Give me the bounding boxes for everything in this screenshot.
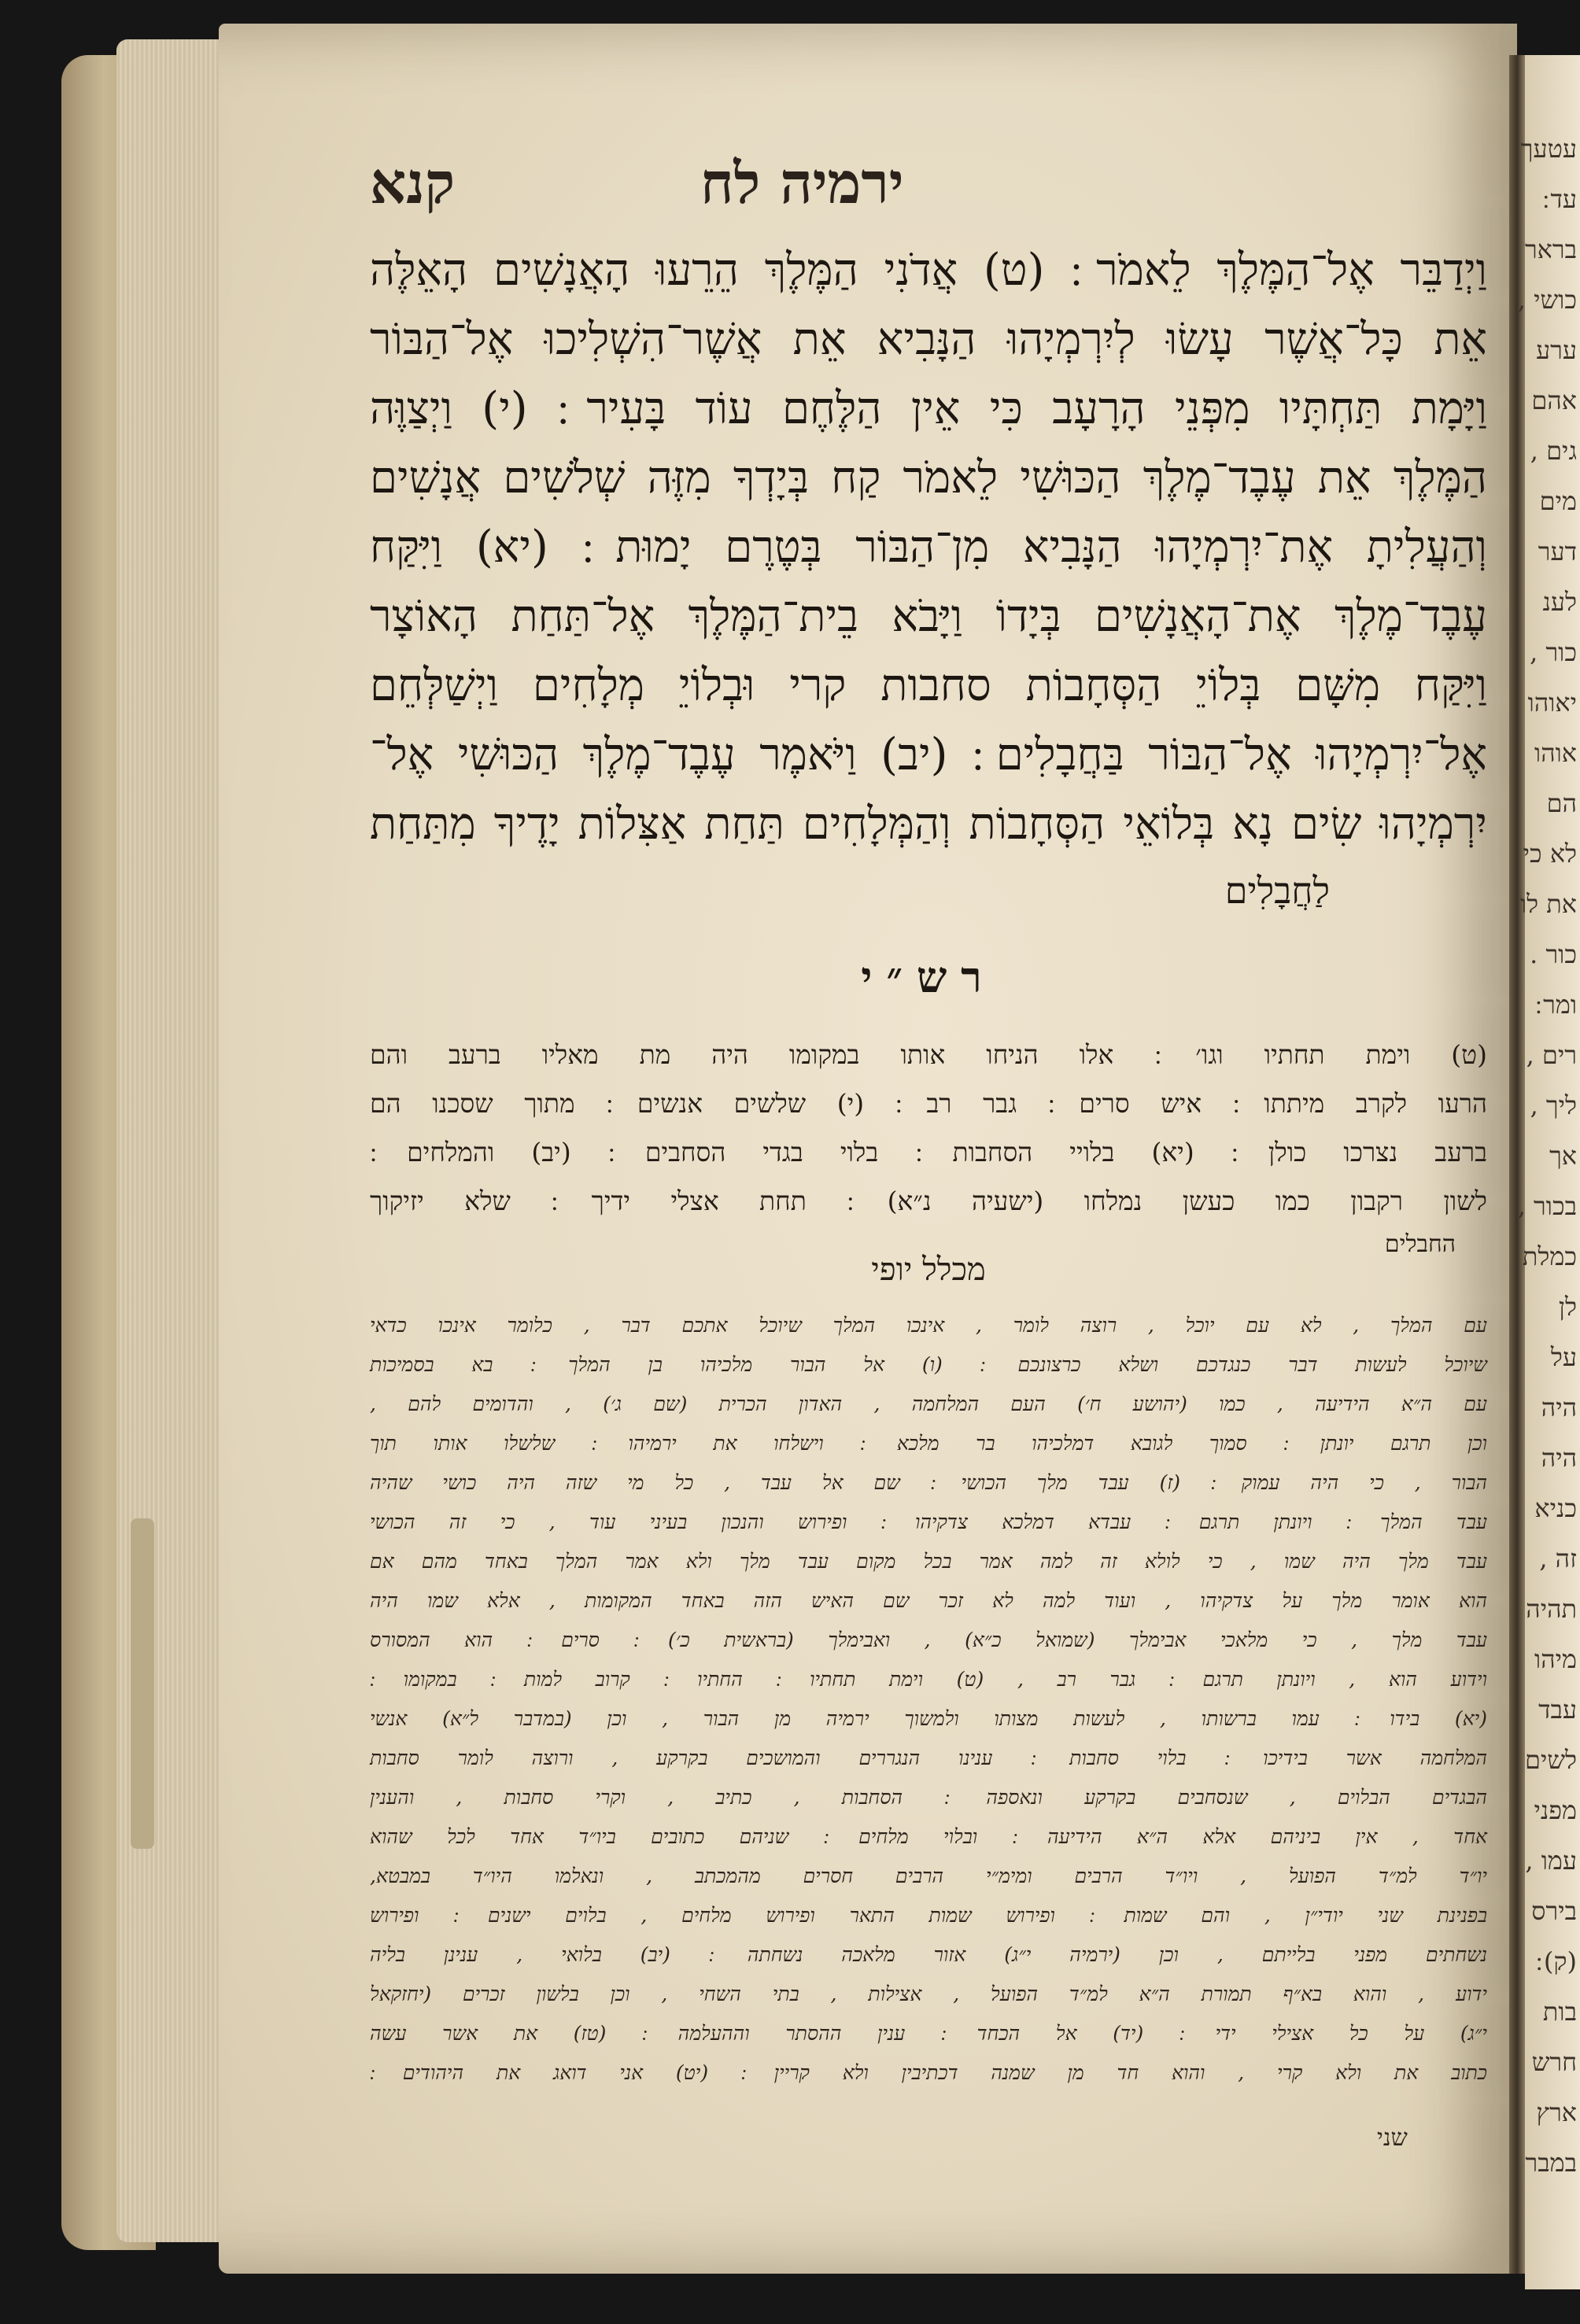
mikhlal-line: הבגדים הבלוים , שנסחבים בקרקע ונאספה ׃ הסחבות , כתיב , וקרי סחבות , והענין [370,1786,1487,1809]
right-page-fragment: אך [1549,1141,1577,1171]
rashi-line: הרעו לקרב מיתתו ׃ איש סרים ׃ גבר רב ׃ (י) שלשים אנשים ׃ מתוך שסכנו הם [370,1088,1487,1119]
rashi-line: לשון רקבון כמו כעשן נמלחו (ישעיה נ״א) ׃ תחת אצלי ידיך ׃ שלא יזיקוך [370,1186,1487,1216]
right-page-fragment: בכור , [1517,1191,1577,1221]
right-page-fragment: לא כי [1523,839,1577,869]
right-page-fragment: בירס [1531,1896,1577,1926]
mikhlal-line: (יא) בידו ׃ עמו ברשותו , לעשות מצותו ולמשוך ירמיה מן הבור , וכן (במדבר ל״א) אנשי [370,1707,1487,1730]
right-page-fragment: עטעך [1520,134,1577,164]
folio-number: קנא [370,149,456,216]
mikhlal-line: כתוב את ולא קרי , והוא חד מן שמנה דכתיבין ולא קריין ׃ (יט) אני דואג את היהודים ׃ [370,2061,1487,2084]
right-page-fragment: כניא [1534,1493,1577,1523]
book-gutter [1509,55,1525,2274]
right-page-fragment: מיהו [1534,1644,1577,1674]
right-page-fragment: ערע [1536,335,1577,365]
right-page-fragment: ליך , [1530,1090,1577,1120]
mikhlal-line: נשחתים מפני בלייתם , וכן (ירמיה י״ג) אזור מלאכה נשחתה ׃ (יב) בלואי , ענינן בליה [370,1943,1487,1966]
right-page-fragment: חרש [1531,2047,1577,2077]
right-page-fragment: דער [1538,537,1577,566]
right-page-fragment: בראר [1524,234,1577,264]
right-page [1517,55,1580,2289]
bible-line: וַיְדַבֵּר אֶל־הַמֶּלֶךְ לֵאמֹר ׃ (ט) אֲדֹנִי הַמֶּלֶךְ הֵרֵעוּ הָאֲנָשִׁים הָאֵלֶּה [370,245,1488,296]
right-page-fragment: זה , [1539,1544,1577,1573]
mikhlal-line: הבור , כי היה עמוק ׃ (ז) עבד מלך הכושי ׃ שם אל עבד , כל מי שזה היה כושי שהיה [370,1471,1487,1494]
bible-last-line: לַחֲבָלִים [1224,869,1330,912]
right-page-fragment: היה [1541,1393,1577,1422]
right-page-fragment: לן [1558,1292,1577,1322]
right-page-fragment: לשים [1525,1745,1577,1775]
right-page-fragment: כור . [1530,939,1577,969]
rashi-line: ברעב נצרכו כולן ׃ (יא) בלויי הסחבות ׃ בלוי בגדי הסחבים ׃ (יב) והמלחים ׃ [370,1137,1487,1168]
mikhlal-yofi-commentary [370,1306,1487,2093]
right-page-fragment: (ק) ׃ [1535,1946,1577,1976]
rashi-commentary [370,1031,1487,1263]
bible-line: עֶבֶד־מֶלֶךְ אֶת־הָאֲנָשִׁים בְּיָדוֹ וַיָּבֹא בֵית־הַמֶּלֶךְ אֶל־תַּחַת הָאוֹצָר [370,591,1487,642]
right-page-fragment: בות [1542,1997,1577,2027]
right-page-fragment: כמלת [1522,1241,1577,1271]
right-page-fragment: עבד [1538,1695,1577,1725]
mikhlal-line: עם המלך , לא עם יוכל , רוצה לומר , אינכו המלך שיוכל אתכם דבר , כלומר אינכו כדאי [370,1314,1487,1337]
bible-line: אֶל־יִרְמְיָהוּ אֶל־הַבּוֹר בַּחֲבָלִים ׃ (יב) וַיֹּאמֶר עֶבֶד־מֶלֶךְ הַכּוּשִׁי אֶל־ [370,729,1487,780]
mikhlal-line: יו״ד למ״ד הפועל , ויו״ד הרבים ומימ״י הרבים חסרים מהמכתב , ונאלמו היו״ד במבטא, [370,1865,1487,1887]
right-page-fragment: לענ [1542,587,1577,617]
bible-text [370,236,1487,922]
right-page-fragment: כושי , [1517,285,1577,315]
mikhlal-title: מכלל יופי [871,1252,986,1288]
right-page-fragment: במבר [1525,2148,1577,2178]
right-page-fragment: ארץ [1536,2097,1577,2127]
bible-line: וְהַעֲלִיתָ אֶת־יִרְמְיָהוּ הַנָּבִיא מִן־הַבּוֹר בְּטֶרֶם יָמוּת ׃ (יא) וַיִּקַּח [370,522,1487,573]
rashi-line: (ט) וימת תחתיו וגו׳ ׃ אלו הניחו אותו במקומו היה מת מאליו ברעב והם [370,1039,1487,1070]
bible-line: הַמֶּלֶךְ אֵת עֶבֶד־מֶלֶךְ הַכּוּשִׁי לֵאמֹר קַח בְּיָדְךָ מִזֶּה שְׁלֹשִׁים אֲנָשִׁים [370,452,1487,504]
right-page-fragment: הם [1546,788,1577,818]
mikhlal-line: אחד , אין ביניהם אלא ה״א הידיעה ׃ ובלוי מלחים ׃ שניהם כתובים ביו״ד אחד לכל שהוא [370,1825,1487,1848]
mikhlal-line: המלחמה אשר בידיכו ׃ בלוי סחבות ׃ ענינו הנגררים והמושכים בקרקע , ורוצה לומר סחבות [370,1747,1487,1769]
bible-line: וַיִּקַּח מִשָּׁם בְּלוֹיֵ הַסְּחָבוֹת סחבות קרי וּבְלוֹיֵ מְלָחִים וַיְשַׁלְּחֵם [370,660,1487,711]
right-page-fragment: היה [1541,1443,1577,1473]
catchword: שני [1377,2124,1408,2152]
mikhlal-line: עבד מלך היה שמו , כי לולא זה למה אמר בכל מקום עבד מלך ולא אמר המלך באחד מהם אם [370,1550,1487,1573]
mikhlal-line: עבד המלך ׃ ויונתן תרגם ׃ עבדא דמלכא צדקיהו ׃ ופירוש והנכון בעיני עוד , כי זה הכושי [370,1511,1487,1533]
right-page-fragment: מפני [1534,1795,1577,1825]
page-tab [131,1518,154,1849]
page-header [370,142,1487,236]
mikhlal-line: הוא אומר מלך על צדקיהו , ועוד למה לא זכר שם האיש הזה באחד המקומות , אלא שמו היה [370,1589,1487,1612]
right-page-fragment: כור , [1530,637,1577,667]
rashi-title: רש״י [861,952,996,1002]
mikhlal-line: ידוע , והוא בא״ף תמורת ה״א למ״ד הפועל , אצילות , בתי השחי , וכן בלשון זכרים (יחזקאל [370,1983,1487,2005]
mikhlal-line: וכן תרגם יונתן ׃ סמוך לגובא דמלכיהו בר מלכא ׃ וישלחו את ירמיהו ׃ שלשלו אותו תוך [370,1432,1487,1455]
mikhlal-line: בפנינת שני יודי״ן , והם שמות ׃ ופירוש שמות התאר ופירוש מלחים , בלוים ישנים ׃ ופירוש [370,1904,1487,1927]
right-page-fragment: אהם [1531,385,1577,415]
right-page-fragment: תהיה [1526,1594,1577,1624]
mikhlal-line: עבד מלך , כי מלאכי אבימלך (שמואל כ״א) , ואבימלך (בראשית כ׳) ׃ סרים ׃ הוא המסורס [370,1629,1487,1651]
right-page-fragment: רים , [1526,1040,1577,1070]
running-title: ירמיה לח [700,149,904,216]
right-page-fragment: עד ׃ [1542,184,1577,214]
bible-line: אֵת כָּל־אֲשֶׁר עָשׂוּ לְיִרְמְיָהוּ הַנָּבִיא אֵת אֲשֶׁר־הִשְׁלִיכוּ אֶל־הַבּוֹר [370,314,1487,365]
mikhlal-line: י״ג) על כל אצילי ידי ׃ (יד) אל הכחד ׃ ענין ההסתר וההעלמה ׃ (טז) את אשר עשה [370,2022,1487,2045]
bible-line: וַיָּמָת תַּחְתָּיו מִפְּנֵי הָרָעָב כִּי אֵין הַלֶּחֶם עוֹד בָּעִיר ׃ (י) וַיְצַוֶּה [370,383,1487,434]
right-page-fragment: את לו [1519,889,1577,919]
right-page-fragment: עמו , [1525,1846,1577,1876]
right-page-fragment: ומר ׃ [1534,990,1577,1020]
right-page-fragment: אוהו [1534,738,1577,768]
mikhlal-line: שיוכל לעשות דבר כנגדכם ושלא כרצונכם ׃ (ו) אל הבור מלכיהו בן המלך ׃ בא בסמיכות [370,1353,1487,1376]
right-page-fragment: יאוהו [1527,688,1577,717]
mikhlal-line: עם ה״א הידיעה , כמו (יהושע ח׳) העם המלחמה , האדון הכרית (שם ג׳) , והדומים להם , [370,1393,1487,1415]
bible-line: יִרְמְיָהוּ שִׂים נָא בְּלוֹאֵי הַסְּחָבוֹת וְהַמְּלָחִים תַּחַת אַצִּלוֹת יָדֶיךָ מִתַּחַת [370,799,1487,850]
mikhlal-line: וידוע הוא , ויונתן תרגם ׃ גבר רב , (ט) וימת תחתיו ׃ החתיו ׃ קרוב למות ׃ במקומו ׃ [370,1668,1487,1691]
rashi-last-line: החבלים [1384,1230,1456,1258]
right-page-fragment: על [1550,1342,1577,1372]
right-page-fragment: מים [1539,486,1577,516]
right-page-fragment: גים , [1530,436,1577,466]
